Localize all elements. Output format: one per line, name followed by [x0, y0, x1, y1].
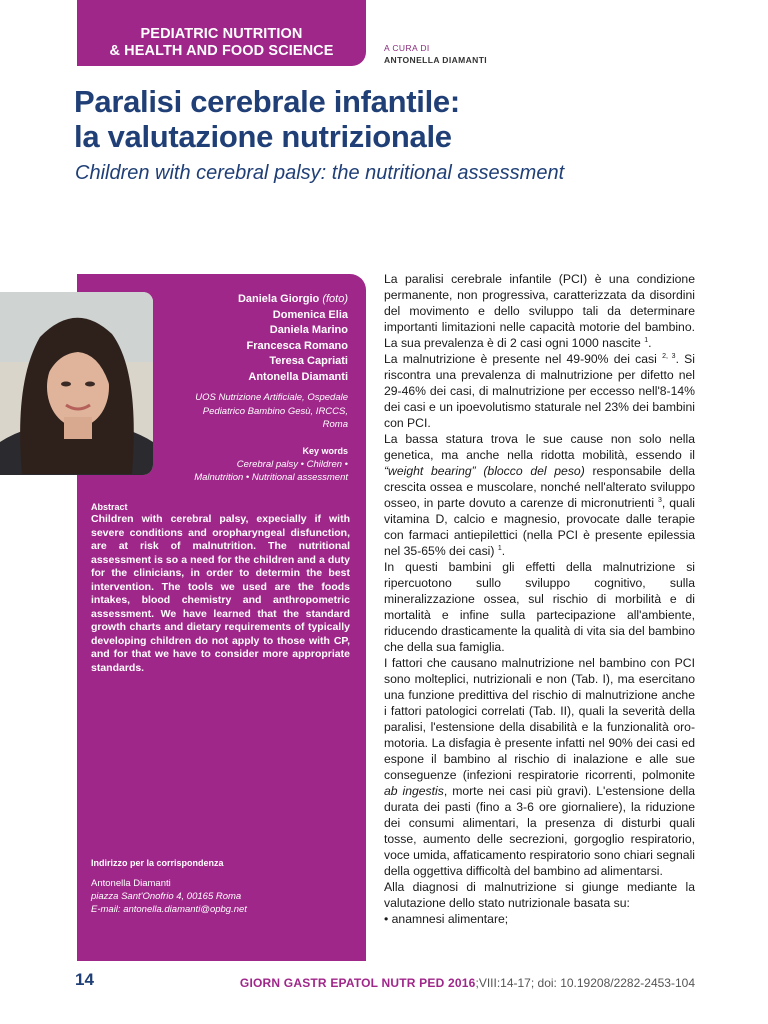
abstract-heading: Abstract: [91, 502, 128, 512]
affiliation-line: UOS Nutrizione Artificiale, Ospedale: [195, 392, 348, 403]
article-subtitle: Children with cerebral palsy: the nutritional assessment: [75, 162, 565, 184]
author-name: Teresa Capriati: [269, 355, 348, 367]
body-paragraph: [384, 351, 695, 431]
keywords-line: Malnutrition • Nutritional assessment: [194, 472, 348, 483]
keywords-list: [148, 458, 348, 484]
author-name: Antonella Diamanti: [248, 370, 348, 383]
body-text: La bassa statura trova le sue cause non solo nella genetica, ma anche nella ridotta mobilità, essendo il: [384, 432, 695, 462]
author-portrait-image: [0, 292, 153, 475]
author-name: Domenica Elia: [272, 308, 348, 321]
body-paragraph: [384, 271, 695, 351]
author-photo: [0, 292, 153, 475]
body-emphasis: ab ingestis: [384, 784, 444, 798]
affiliation-line: Roma: [322, 419, 348, 430]
author-first: [238, 292, 348, 308]
body-text: , quali vitamina D, calcio e magnesio, provocate dalle terapie con farmaci antiepilettici (nella PCI è presente epilessia nel 35-65% dei casi): [384, 496, 695, 558]
body-bullet: • anamnesi alimentare;: [384, 912, 509, 926]
affiliation-line: Pediatrico Bambino Gesù, IRCCS,: [202, 405, 348, 417]
author-name: Daniela Marino: [269, 324, 348, 336]
citation-ref: 1: [644, 336, 649, 344]
curator-label: A CURA DI: [384, 43, 430, 53]
article-title: [74, 84, 714, 154]
author-affiliation: [168, 391, 348, 432]
title-line1: Paralisi cerebrale infantile:: [74, 84, 460, 119]
journal-volume-doi: ;VIII:14-17; doi: 10.19208/2282-2453-104: [475, 976, 695, 990]
correspondence-address: piazza Sant'Onofrio 4, 00165 Roma: [91, 891, 242, 902]
body-text: responsabile della crescita ossea e muscolare, nonché nell'alterato sviluppo osseo, in parte dovuto a carenze di micronutrienti: [384, 464, 695, 510]
body-text: .: [501, 544, 506, 558]
page-number: 14: [75, 970, 94, 989]
correspondence-heading: Indirizzo per la corrispondenza: [91, 858, 224, 868]
title-line2: la valutazione nutrizionale: [74, 119, 452, 154]
section-title-line2: & HEALTH AND FOOD SCIENCE: [109, 43, 334, 59]
body-text: La malnutrizione è presente nel 49-90% dei casi: [384, 352, 657, 366]
body-text: . Si riscontra una prevalenza di malnutrizione per difetto nel 29-46% dei casi, di malnutrizione per eccesso nell'8-14% dei casi e un ipoevolutismo staturale nel 23% dei bambini con PCI.: [384, 352, 695, 430]
citation-ref: 2, 3: [662, 352, 676, 360]
author-list: [238, 292, 348, 385]
keywords-heading: Key words: [302, 446, 348, 456]
curator: [384, 43, 487, 66]
author-name: Francesca Romano: [246, 339, 348, 352]
body-paragraph: [384, 655, 695, 879]
author-photo-note: (foto): [322, 293, 348, 305]
body-paragraph: [384, 431, 695, 559]
correspondence-details: [91, 877, 247, 916]
body-emphasis: “weight bearing” (blocco del peso): [384, 464, 585, 478]
abstract-text: Children with cerebral palsy, expecially if with severe conditions and oropharyngeal disfunction, are at risk of malnutrition. The nutritional assessment is so a need for the children and a duty for the clinicians, in order to determin the best intervention. The tools we used are the foods intakes, blood chemistry and anthropometric assessment. We have learned that the standard growth charts and dietary requirements of typically developing children do not apply to those with CP, and for that we have to consider more appropriate standards.: [91, 513, 350, 674]
body-text: .: [648, 336, 652, 350]
correspondence-email: E-mail: antonella.diamanti@opbg.net: [91, 904, 247, 915]
section-tab: [77, 0, 366, 66]
citation-ref: 1: [497, 544, 502, 552]
body-paragraph: Alla diagnosi di malnutrizione si giunge mediante la valutazione dello stato nutrizionale basata su:: [384, 880, 695, 910]
journal-citation: [240, 976, 695, 990]
author-name: Daniela Giorgio: [237, 293, 320, 305]
keywords-line: Cerebral palsy • Children •: [236, 459, 348, 470]
section-title-line1: PEDIATRIC NUTRITION: [140, 26, 303, 42]
journal-name: GIORN GASTR EPATOL NUTR PED 2016: [239, 976, 476, 990]
correspondence-name: Antonella Diamanti: [91, 878, 171, 889]
article-body: [384, 271, 695, 927]
body-paragraph: In questi bambini gli effetti della malnutrizione si ripercuotono sullo sviluppo cognitivo, sulla mineralizzazione ossea, sul rischio di morbilità e di mortalità e infine sulla partecipazione all'ambiente, riducendo drasticamente la qualità di vita sia del bambino che della sua famiglia.: [384, 560, 695, 654]
body-text: La paralisi cerebrale infantile (PCI) è una condizione permanente, non progressiva, caratterizzata da disordini del movimento e dello sviluppo tali da determinare importanti limitazioni nelle capacità motorie del bambino. La sua prevalenza è di 2 casi ogni 1000 nascite: [384, 272, 695, 350]
body-text: , morte nei casi più gravi). L'estensione della durata dei pasti (fino a 3-6 ore giornaliere), la riduzione dei consumi alimentari, la presenza di disturbi quali tosse, aumento delle secrezioni, gorgoglio respiratorio, voce umida, affaticamento respiratorio sono chiari segnali della oggettiva difficoltà del bambino ad alimentarsi.: [384, 784, 695, 878]
curator-name: ANTONELLA DIAMANTI: [384, 54, 488, 65]
citation-ref: 3: [658, 496, 662, 504]
body-text: I fattori che causano malnutrizione nel bambino con PCI sono molteplici, nutrizionali e non (Tab. I), ma esercitano una funzione predittiva del rischio di malnutrizione anche i fattori patologici correlati (Tab. II), quali la severità della paralisi, l'estensione della disabilità e la funzionalità oro-motoria. La disfagia è presente infatti nel 90% dei casi ed espone il bambino al rischio di inalazione e alle sue conseguenze (infezioni respiratorie ricorrenti, polmonite: [384, 656, 695, 782]
